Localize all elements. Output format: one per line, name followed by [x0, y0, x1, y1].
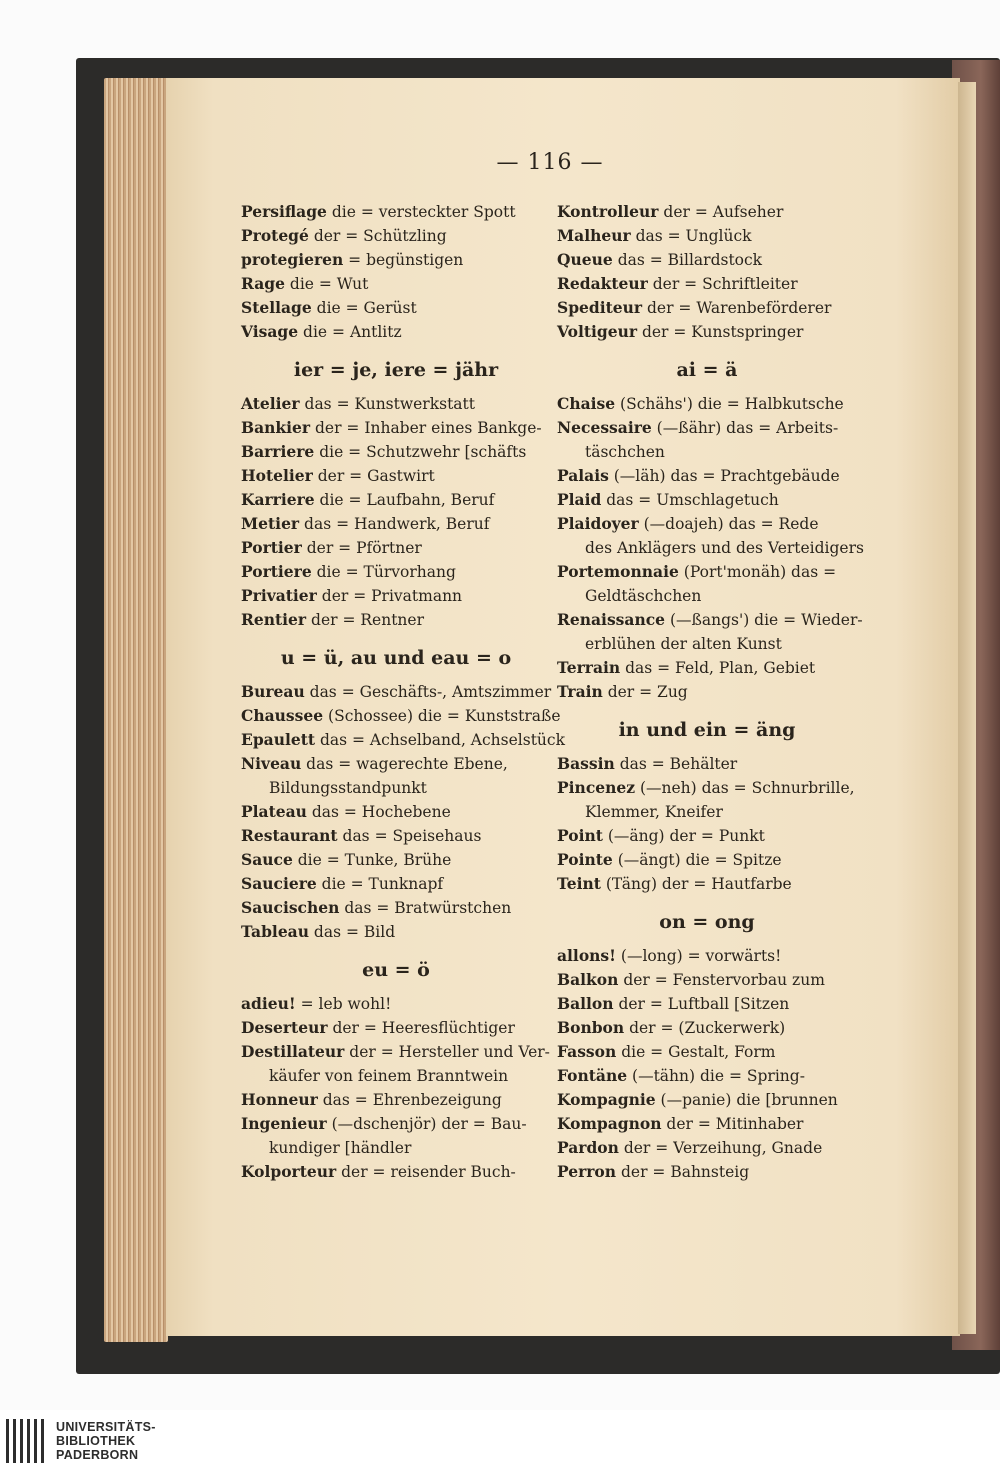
dictionary-entry-continuation	[241, 1136, 551, 1160]
entry-definition: das = Speisehaus	[337, 827, 482, 845]
dictionary-entry	[241, 1040, 551, 1064]
entry-definition: (—ßähr) das = Arbeits-	[651, 419, 839, 437]
dictionary-entry	[557, 248, 857, 272]
dictionary-entry-continuation	[241, 1064, 551, 1088]
entry-definition: (—doajeh) das = Rede	[638, 515, 819, 533]
entry-definition: (—ßangs') die = Wieder-	[665, 611, 863, 629]
entry-headword: Bankier	[241, 418, 311, 437]
entry-definition: = begünstigen	[343, 251, 464, 269]
entry-definition: der = Mitinhaber	[661, 1115, 804, 1133]
dictionary-entry	[557, 680, 857, 704]
dictionary-entry	[557, 296, 857, 320]
dictionary-entry	[557, 1016, 857, 1040]
entry-definition: das = Hochebene	[306, 803, 451, 821]
dictionary-entry	[557, 464, 857, 488]
page-number: — 116 —	[496, 150, 604, 175]
entry-headword: adieu!	[241, 994, 296, 1013]
dictionary-entry	[557, 1040, 857, 1064]
section-heading: u = ü, au und eau = o	[280, 647, 512, 669]
dictionary-entry	[241, 512, 551, 536]
entry-headword: Terrain	[557, 658, 621, 677]
entry-definition: (—tähn) die = Spring-	[627, 1067, 805, 1085]
entry-headword: Redakteur	[557, 274, 648, 293]
entry-definition: der = Aufseher	[658, 203, 784, 221]
dictionary-entry	[241, 848, 551, 872]
entry-headword: Portier	[241, 538, 302, 557]
entry-headword: Bureau	[241, 682, 305, 701]
entry-headword: Sauce	[241, 850, 293, 869]
entry-headword: Deserteur	[241, 1018, 328, 1037]
logo-line-2: BIBLIOTHEK	[56, 1434, 136, 1448]
dictionary-entry	[241, 440, 551, 464]
dictionary-entry	[241, 728, 565, 752]
entry-definition: das = Bild	[309, 923, 396, 941]
entry-headword: Atelier	[241, 394, 300, 413]
entry-definition: die = versteckter Spott	[326, 203, 516, 221]
entry-headword: Portiere	[241, 562, 312, 581]
dictionary-entry	[557, 968, 857, 992]
entry-headword: Kontrolleur	[557, 202, 659, 221]
dictionary-entry-continuation	[557, 440, 857, 464]
entry-headword: Pardon	[557, 1138, 619, 1157]
entry-definition: das = Unglück	[630, 227, 752, 245]
dictionary-entry-continuation	[557, 536, 864, 560]
entry-definition: das = Kunstwerkstatt	[299, 395, 475, 413]
entry-definition: das = wagerechte Ebene,	[301, 755, 508, 773]
logo-line-1: UNIVERSITÄTS-	[56, 1420, 156, 1434]
dictionary-entry	[557, 776, 857, 800]
entry-definition: der = reisender Buch-	[336, 1163, 516, 1181]
dictionary-entry	[241, 320, 551, 344]
dictionary-entry	[557, 488, 857, 512]
dictionary-entry	[557, 1160, 857, 1184]
entry-headword: Renaissance	[557, 610, 666, 629]
dictionary-entry	[241, 488, 551, 512]
section-heading: on = ong	[659, 911, 755, 933]
entry-definition: das = Umschlagetuch	[601, 491, 779, 509]
dictionary-entry	[241, 680, 551, 704]
entry-definition: das = Ehrenbezeigung	[317, 1091, 502, 1109]
entry-definition: (Schossee) die = Kunststraße	[323, 707, 561, 725]
dictionary-entry	[557, 392, 857, 416]
entry-definition: der = Verzeihung, Gnade	[618, 1139, 823, 1157]
entry-definition: des Anklägers und des Verteidigers	[585, 539, 864, 557]
dictionary-entry	[557, 992, 857, 1016]
dictionary-entry	[241, 992, 551, 1016]
entry-definition: die = Gerüst	[311, 299, 417, 317]
dictionary-entry	[241, 896, 551, 920]
logo-line-3: PADERBORN	[56, 1448, 139, 1462]
dictionary-entry-continuation	[557, 632, 857, 656]
dictionary-entry	[557, 656, 857, 680]
entry-headword: Spediteur	[557, 298, 643, 317]
entry-definition: (—neh) das = Schnurbrille,	[635, 779, 855, 797]
entry-definition: der = Bahnsteig	[616, 1163, 750, 1181]
dictionary-entry	[557, 200, 857, 224]
entry-headword: Niveau	[241, 754, 302, 773]
entry-headword: Sauciere	[241, 874, 317, 893]
dictionary-entry	[241, 1160, 551, 1184]
dictionary-entry	[241, 920, 551, 944]
facing-page-edge	[958, 82, 976, 1334]
entry-headword: Teint	[557, 874, 601, 893]
entry-headword: Fontäne	[557, 1066, 628, 1085]
entry-definition: die = Wut	[284, 275, 369, 293]
entry-definition: der = Schriftleiter	[647, 275, 798, 293]
library-logo	[6, 1418, 156, 1464]
entry-headword: Pointe	[557, 850, 613, 869]
dictionary-entry	[557, 320, 857, 344]
dictionary-entry	[241, 608, 551, 632]
entry-headword: Kolporteur	[241, 1162, 337, 1181]
entry-definition: der = Kunstspringer	[637, 323, 804, 341]
entry-definition: (Schähs') die = Halbkutsche	[615, 395, 844, 413]
entry-headword: Point	[557, 826, 603, 845]
entry-definition: Klemmer, Kneifer	[585, 803, 723, 821]
dictionary-entry-continuation	[557, 584, 857, 608]
entry-definition: (—dschenjör) der = Bau-	[326, 1115, 527, 1133]
dictionary-entry	[557, 608, 863, 632]
dictionary-entry	[557, 1136, 857, 1160]
entry-definition: (Täng) der = Hautfarbe	[600, 875, 792, 893]
entry-definition: Bildungsstandpunkt	[269, 779, 427, 797]
entry-definition: die = Schutzwehr [schäfts	[314, 443, 527, 461]
entry-definition: die = Tunke, Brühe	[292, 851, 452, 869]
entry-definition: die = Tunknapf	[316, 875, 444, 893]
entry-definition: das = Behälter	[614, 755, 738, 773]
dictionary-entry	[241, 392, 551, 416]
section-heading: ai = ä	[676, 359, 738, 381]
dictionary-entry	[557, 872, 857, 896]
section-heading: eu = ö	[362, 959, 430, 981]
entry-headword: Malheur	[557, 226, 631, 245]
dictionary-entry	[241, 560, 551, 584]
entry-headword: Plaidoyer	[557, 514, 639, 533]
entry-definition: der = Inhaber eines Bankge-	[310, 419, 542, 437]
entry-headword: Queue	[557, 250, 613, 269]
dictionary-entry	[557, 752, 857, 776]
entry-headword: Ingenieur	[241, 1114, 327, 1133]
entry-definition: der = Pförtner	[301, 539, 422, 557]
entry-definition: = leb wohl!	[295, 995, 392, 1013]
dictionary-entry	[241, 536, 551, 560]
dictionary-entry	[557, 944, 857, 968]
entry-headword: Ballon	[557, 994, 614, 1013]
library-logo-icon	[6, 1419, 46, 1463]
entry-definition: der = (Zuckerwerk)	[624, 1019, 786, 1037]
dictionary-entry	[557, 848, 857, 872]
entry-headword: Plateau	[241, 802, 307, 821]
section-heading: ier = je, iere = jähr	[293, 359, 499, 381]
left-column	[241, 200, 565, 1184]
entry-definition: kundiger [händler	[269, 1139, 412, 1157]
entry-definition: der = Schützling	[308, 227, 447, 245]
section-heading: in und ein = äng	[618, 719, 796, 741]
dictionary-entry	[557, 416, 857, 440]
right-column	[557, 200, 864, 1184]
dictionary-entry	[241, 872, 551, 896]
entry-definition: der = Rentner	[306, 611, 424, 629]
dictionary-entry	[241, 704, 561, 728]
entry-headword: Restaurant	[241, 826, 338, 845]
entry-headword: Stellage	[241, 298, 312, 317]
dictionary-entry	[557, 272, 857, 296]
dictionary-entry	[557, 512, 857, 536]
entry-definition: die = Laufbahn, Beruf	[314, 491, 495, 509]
entry-headword: Visage	[241, 322, 299, 341]
entry-definition: die = Türvorhang	[311, 563, 456, 581]
entry-headword: Pincenez	[557, 778, 636, 797]
entry-definition: der = Luftball [Sitzen	[613, 995, 790, 1013]
dictionary-entry	[241, 224, 551, 248]
dictionary-entry	[241, 416, 551, 440]
entry-definition: das = Billardstock	[612, 251, 763, 269]
library-logo-text	[56, 1420, 156, 1462]
entry-definition: erblühen der alten Kunst	[585, 635, 782, 653]
entry-definition: (—äng) der = Punkt	[602, 827, 765, 845]
dictionary-entry	[241, 248, 551, 272]
dictionary-entry	[241, 464, 551, 488]
entry-definition: (Port'monäh) das =	[678, 563, 837, 581]
entry-definition: der = Hersteller und Ver-	[344, 1043, 550, 1061]
entry-definition: (—läh) das = Prachtgebäude	[608, 467, 840, 485]
entry-definition: (—panie) die [brunnen	[655, 1091, 838, 1109]
dictionary-entry	[241, 200, 551, 224]
entry-headword: Destillateur	[241, 1042, 345, 1061]
dictionary-entry	[557, 224, 857, 248]
dictionary-entry	[557, 824, 857, 848]
entry-definition: der = Zug	[602, 683, 688, 701]
entry-headword: Hotelier	[241, 466, 313, 485]
entry-headword: Barriere	[241, 442, 315, 461]
entry-headword: Metier	[241, 514, 300, 533]
dictionary-entry	[557, 1112, 857, 1136]
entry-definition: (—long) = vorwärts!	[615, 947, 782, 965]
dictionary-entry-continuation	[241, 776, 551, 800]
dictionary-entry	[241, 752, 551, 776]
entry-definition: der = Gastwirt	[312, 467, 435, 485]
entry-definition: die = Antlitz	[298, 323, 402, 341]
dictionary-entry	[557, 560, 857, 584]
entry-definition: der = Fenstervorbau zum	[618, 971, 825, 989]
entry-headword: Bassin	[557, 754, 615, 773]
entry-headword: Necessaire	[557, 418, 652, 437]
entry-headword: Train	[557, 682, 603, 701]
entry-headword: Chaussee	[241, 706, 324, 725]
entry-headword: Karriere	[241, 490, 315, 509]
entry-headword: allons!	[557, 946, 616, 965]
entry-headword: Balkon	[557, 970, 619, 989]
dictionary-entry	[241, 800, 551, 824]
dictionary-entry	[241, 272, 551, 296]
entry-definition: der = Privatmann	[316, 587, 463, 605]
entry-definition: das = Feld, Plan, Gebiet	[620, 659, 816, 677]
dictionary-entry	[241, 1088, 551, 1112]
dictionary-entry	[241, 584, 551, 608]
page-edges	[104, 78, 168, 1342]
entry-definition: die = Gestalt, Form	[616, 1043, 776, 1061]
entry-headword: Kompagnon	[557, 1114, 662, 1133]
entry-headword: Chaise	[557, 394, 616, 413]
entry-definition: das = Achselband, Achselstück	[315, 731, 565, 749]
entry-definition: das = Bratwürstchen	[339, 899, 512, 917]
entry-headword: protegieren	[241, 250, 344, 269]
entry-definition: das = Handwerk, Beruf	[299, 515, 490, 533]
entry-headword: Rage	[241, 274, 285, 293]
entry-definition: käufer von feinem Branntwein	[269, 1067, 509, 1085]
entry-definition: der = Heeresflüchtiger	[327, 1019, 515, 1037]
dictionary-entry	[557, 1064, 857, 1088]
entry-headword: Bonbon	[557, 1018, 625, 1037]
entry-headword: Tableau	[241, 922, 309, 941]
entry-headword: Perron	[557, 1162, 617, 1181]
entry-headword: Persiflage	[241, 202, 327, 221]
entry-headword: Kompagnie	[557, 1090, 656, 1109]
dictionary-entry	[241, 1016, 551, 1040]
entry-definition: (—ängt) die = Spitze	[612, 851, 782, 869]
dictionary-entry	[241, 296, 551, 320]
dictionary-entry	[557, 1088, 857, 1112]
entry-definition: täschchen	[585, 443, 665, 461]
dictionary-entry	[241, 824, 551, 848]
entry-headword: Protegé	[241, 226, 309, 245]
entry-headword: Privatier	[241, 586, 317, 605]
entry-headword: Epaulett	[241, 730, 316, 749]
entry-definition: Geldtäschchen	[585, 587, 702, 605]
dictionary-entry-continuation	[557, 800, 857, 824]
entry-headword: Honneur	[241, 1090, 318, 1109]
dictionary-entry	[241, 1112, 551, 1136]
entry-headword: Rentier	[241, 610, 307, 629]
entry-headword: Fasson	[557, 1042, 617, 1061]
entry-headword: Palais	[557, 466, 609, 485]
entry-headword: Portemonnaie	[557, 562, 679, 581]
entry-headword: Plaid	[557, 490, 602, 509]
entry-headword: Voltigeur	[557, 322, 638, 341]
entry-headword: Saucischen	[241, 898, 340, 917]
entry-definition: das = Geschäfts-, Amtszimmer	[304, 683, 552, 701]
entry-definition: der = Warenbeförderer	[642, 299, 832, 317]
